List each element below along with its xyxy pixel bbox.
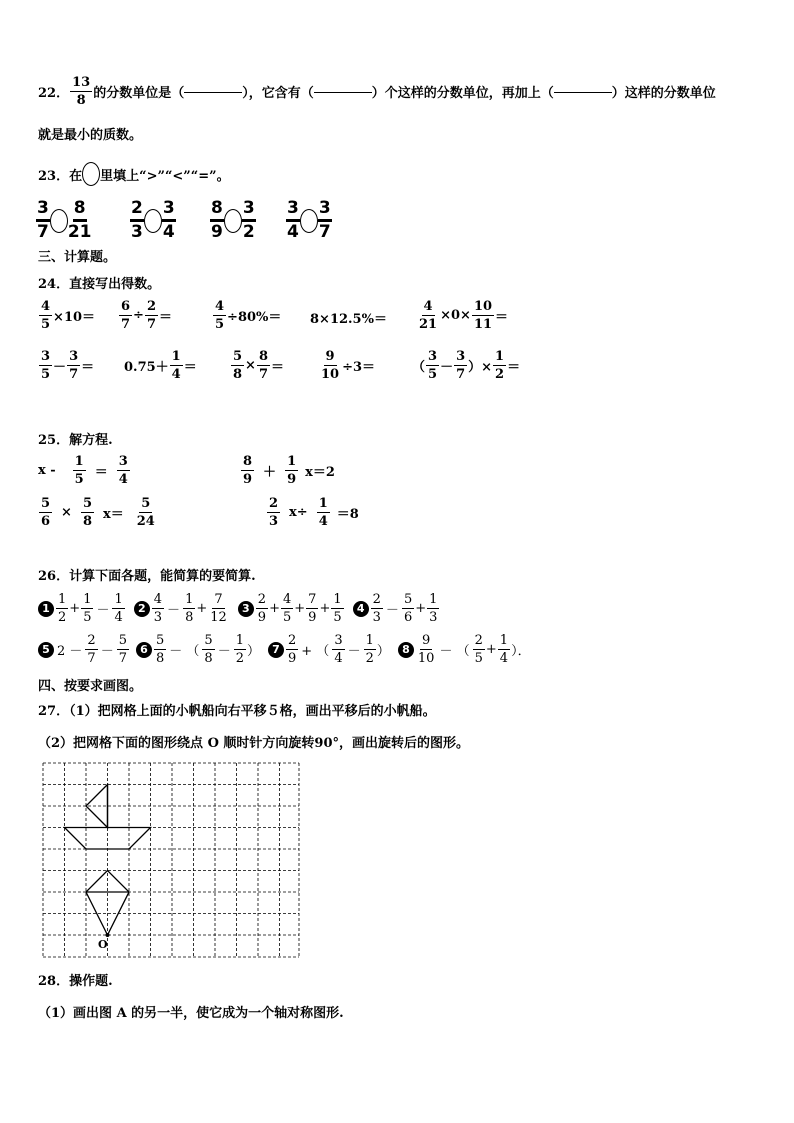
q26-row1: 1 $\frac{1}{2}$ + $\frac{1}{5}$ － $\frac{1}{4}$ 2 $\frac{4}{3}$ － $\frac{1}{8}$ + $\frac{7}{12}$ 3 $\frac{2}{9}$ + $\frac{4}{5}$ + $\frac{7}{9}$ + $\frac{1}{5}$ 4 $\frac{2}{3}$ － $\frac{5}{6}$ + $\frac{1}{3}$ — [38, 593, 440, 624]
fraction: 3 7 — [318, 198, 331, 242]
fraction: $\frac{10}{11}$ — [473, 299, 493, 332]
q24-expr: $\frac{4}{5}$ ÷80%＝ — [215, 299, 282, 332]
fraction: $\frac{2}{3}$ — [269, 496, 279, 529]
q25-title: 25．解方程. — [38, 433, 113, 448]
q24-expr: $\frac{4}{5}$ ×10＝ — [41, 299, 96, 332]
q26-row2: 5 2 － $\frac{2}{7}$ － $\frac{5}{7}$ 6 $\frac{5}{8}$ － （ $\frac{5}{8}$ － $\frac{1}{2}$ ） 7 $\frac{2}{9}$ + （ $\frac{3}{4}$ － $\frac{1}{2}$ ） 8 $\frac{9}{10}$ － （ $\frac{2}{5}$ + $\frac{1}{4}$ ）． — [38, 634, 531, 665]
compare-circle[interactable] — [50, 209, 68, 233]
q22-text-3: ）个这样的分数单位，再加上（ — [371, 86, 554, 101]
q27-part1: 27．（1）把网格上面的小帆船向右平移５格，画出平移后的小帆船。 — [38, 704, 436, 719]
fraction: 3 4 — [162, 198, 175, 242]
q24-title: 24．直接写出得数。 — [38, 277, 161, 292]
fraction: $\frac{4}{21}$ — [419, 299, 438, 332]
q23-compare-row — [36, 200, 336, 241]
fraction: $\frac{8}{9}$ — [243, 454, 253, 487]
q22-line2: 就是最小的质数。 — [38, 128, 143, 143]
q28-part1: （1）画出图 A 的另一半，使它成为一个轴对称图形. — [38, 1006, 344, 1021]
q24-expr: 0.75＋ $\frac{1}{4}$ ＝ — [124, 349, 197, 382]
compare-item — [36, 200, 130, 241]
fraction: $\frac{6}{7}$ — [121, 299, 131, 332]
fraction: $\frac{5}{24}$ — [136, 496, 155, 529]
fraction: 3 2 — [242, 198, 255, 242]
fraction: $\frac{1}{9}$ — [287, 454, 297, 487]
fraction: $\frac{3}{5}$ — [428, 349, 438, 382]
circled-number: 5 — [38, 642, 54, 658]
fraction: 2 3 — [131, 198, 143, 242]
compare-circle[interactable] — [224, 209, 242, 233]
fraction: 8 9 — [211, 198, 223, 242]
compare-circle[interactable] — [144, 209, 162, 233]
q28-title: 28．操作题. — [38, 974, 113, 989]
fraction: $\frac{1}{4}$ — [171, 349, 181, 382]
q23-prefix: 23．在 — [38, 168, 83, 184]
fraction: $\frac{4}{5}$ — [215, 299, 225, 332]
q23-suffix: 里填上“>”“<”“=”。 — [100, 168, 230, 184]
fraction: $\frac{3}{5}$ — [41, 349, 51, 382]
circled-number: 2 — [134, 601, 150, 617]
q27-grid-figure[interactable] — [40, 760, 304, 962]
circled-number: 6 — [136, 642, 152, 658]
fraction: 3 4 — [287, 198, 299, 242]
grid-lines — [43, 763, 299, 957]
q24-expr: （ $\frac{3}{5}$ － $\frac{3}{7}$ ）× $\frac{1}{2}$ ＝ — [412, 349, 521, 382]
fraction: $\frac{3}{7}$ — [456, 349, 466, 382]
fraction: $\frac{3}{4}$ — [118, 454, 128, 487]
q25-equation: $\frac{5}{6}$ × $\frac{5}{8}$ x＝ $\frac{5}{24}$ — [41, 496, 155, 529]
fraction: $\frac{1}{4}$ — [318, 496, 328, 529]
fraction: 8 21 — [67, 198, 92, 242]
q25-equation: x - $\frac{1}{5}$ ＝ $\frac{3}{4}$ — [38, 454, 128, 487]
compare-item — [286, 200, 332, 241]
fraction: 3 7 — [37, 198, 49, 242]
q24-expr: 8×12.5%＝ — [310, 312, 387, 327]
fraction: $\frac{3}{7}$ — [69, 349, 79, 382]
q24-expr: $\frac{5}{8}$ × $\frac{8}{7}$ ＝ — [233, 349, 285, 382]
circled-number: 7 — [268, 642, 284, 658]
fraction: $\frac{5}{8}$ — [82, 496, 92, 529]
answer-blank[interactable] — [184, 91, 242, 93]
fraction: $\frac{5}{6}$ — [41, 496, 51, 529]
q27-part2: （2）把网格下面的图形绕点 O 顺时针方向旋转90°，画出旋转后的图形。 — [38, 736, 470, 751]
fraction: $\frac{1}{5}$ — [74, 454, 84, 487]
q25-equation: $\frac{2}{3}$ x÷ $\frac{1}{4}$ ＝8 — [269, 496, 359, 529]
q24-expr: $\frac{9}{10}$ ÷3＝ — [321, 349, 376, 382]
q25-equation: $\frac{8}{9}$ ＋ $\frac{1}{9}$ x＝2 — [243, 454, 335, 487]
q26-title: 26．计算下面各题，能简算的要简算. — [38, 569, 256, 584]
q22-line1 — [38, 76, 716, 107]
q24-expr: $\frac{3}{5}$ － $\frac{3}{7}$ ＝ — [41, 349, 95, 382]
compare-circle[interactable] — [300, 209, 318, 233]
fraction: $\frac{13}{8}$ — [72, 75, 91, 108]
point-o — [106, 933, 110, 937]
circled-number: 4 — [353, 601, 369, 617]
oval-icon — [82, 162, 100, 186]
fraction: $\frac{2}{7}$ — [146, 299, 156, 332]
q22-text-2: ），它含有（ — [242, 86, 314, 101]
q24-expr: $\frac{6}{7}$ ÷ $\frac{2}{7}$ ＝ — [121, 299, 173, 332]
q23-title — [38, 162, 230, 186]
q24-expr: $\frac{4}{21}$ ×0× $\frac{10}{11}$ ＝ — [419, 299, 509, 332]
fraction: $\frac{1}{2}$ — [495, 349, 505, 382]
answer-blank[interactable] — [314, 91, 372, 93]
circled-number: 1 — [38, 601, 54, 617]
answer-blank[interactable] — [554, 91, 612, 93]
compare-item — [210, 200, 286, 241]
section-3-heading: 三、计算题。 — [38, 250, 117, 265]
circled-number: 8 — [398, 642, 414, 658]
point-o-label: O — [98, 938, 108, 951]
circled-number: 3 — [238, 601, 254, 617]
q22-text-4: ）这样的分数单位 — [611, 86, 716, 101]
q22-text-1: 的分数单位是（ — [93, 86, 185, 101]
question-number: 22． — [38, 86, 70, 101]
compare-item — [130, 200, 210, 241]
fraction: $\frac{4}{5}$ — [41, 299, 51, 332]
fraction: $\frac{5}{8}$ — [233, 349, 243, 382]
section-4-heading: 四、按要求画图。 — [38, 679, 143, 694]
fraction: $\frac{9}{10}$ — [321, 349, 340, 382]
fraction: $\frac{8}{7}$ — [258, 349, 268, 382]
